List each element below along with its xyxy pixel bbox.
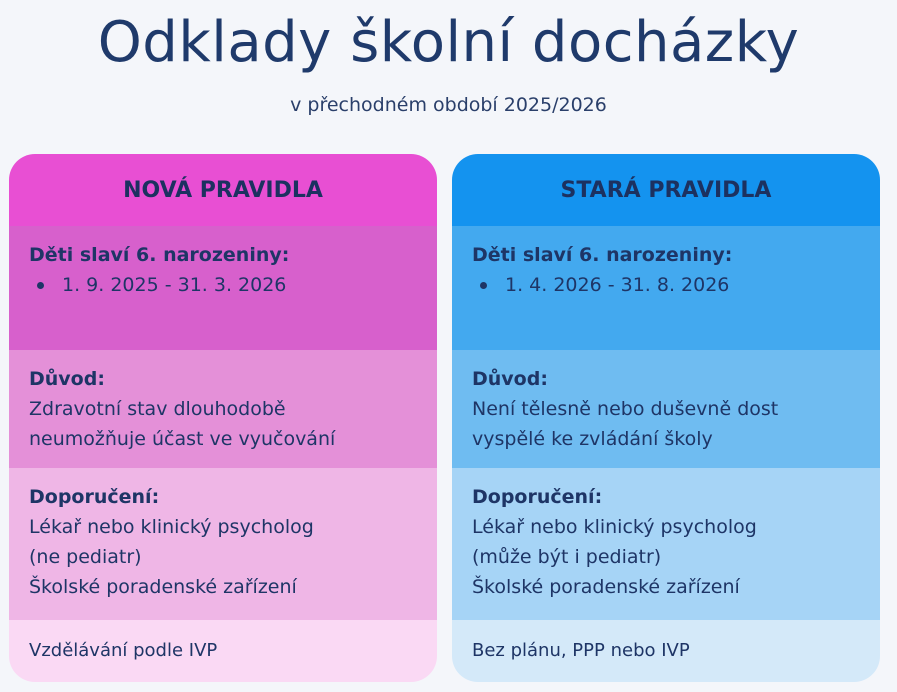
birthday-section <box>9 226 437 350</box>
birthday-heading: Děti slaví 6. narozeniny: <box>472 244 733 266</box>
birthday-heading: Děti slaví 6. narozeniny: <box>29 244 290 266</box>
reason-heading: Důvod: <box>472 368 548 390</box>
birthday-range-item <box>472 270 860 300</box>
recommendation-line: Školské poradenské zařízení <box>472 576 740 598</box>
reason-heading: Důvod: <box>29 368 105 390</box>
recommendation-section <box>9 468 437 620</box>
recommendation-line: Lékař nebo klinický psycholog <box>29 516 314 538</box>
birthday-range-item <box>29 270 417 300</box>
reason-line: Není tělesně nebo duševně dost <box>472 398 779 420</box>
birthday-section <box>452 226 880 350</box>
card-footer: Vzdělávání podle IVP <box>9 620 437 682</box>
recommendation-line: Lékař nebo klinický psycholog <box>472 516 757 538</box>
recommendation-line: (ne pediatr) <box>29 546 142 568</box>
recommendation-line: (může být i pediatr) <box>472 546 662 568</box>
page-title: Odklady školní docházky <box>97 10 800 75</box>
birthday-range: 1. 9. 2025 - 31. 3. 2026 <box>62 274 287 296</box>
birthday-range: 1. 4. 2026 - 31. 8. 2026 <box>505 274 730 296</box>
reason-line: neumožňuje účast ve vyučování <box>29 428 336 450</box>
recommendation-line: Školské poradenské zařízení <box>29 576 297 598</box>
reason-line: vyspělé ke zvládání školy <box>472 428 713 450</box>
card-new-rules <box>9 154 437 682</box>
card-old-rules <box>452 154 880 682</box>
reason-section <box>452 350 880 468</box>
card-footer: Bez plánu, PPP nebo IVP <box>452 620 880 682</box>
card-heading: NOVÁ PRAVIDLA <box>9 154 437 226</box>
recommendation-heading: Doporučení: <box>472 486 603 508</box>
reason-line: Zdravotní stav dlouhodobě <box>29 398 286 420</box>
recommendation-heading: Doporučení: <box>29 486 160 508</box>
bullet-icon <box>480 282 487 289</box>
page-subtitle: v přechodném období 2025/2026 <box>290 94 607 116</box>
reason-section <box>9 350 437 468</box>
recommendation-section <box>452 468 880 620</box>
card-heading: STARÁ PRAVIDLA <box>452 154 880 226</box>
bullet-icon <box>37 282 44 289</box>
